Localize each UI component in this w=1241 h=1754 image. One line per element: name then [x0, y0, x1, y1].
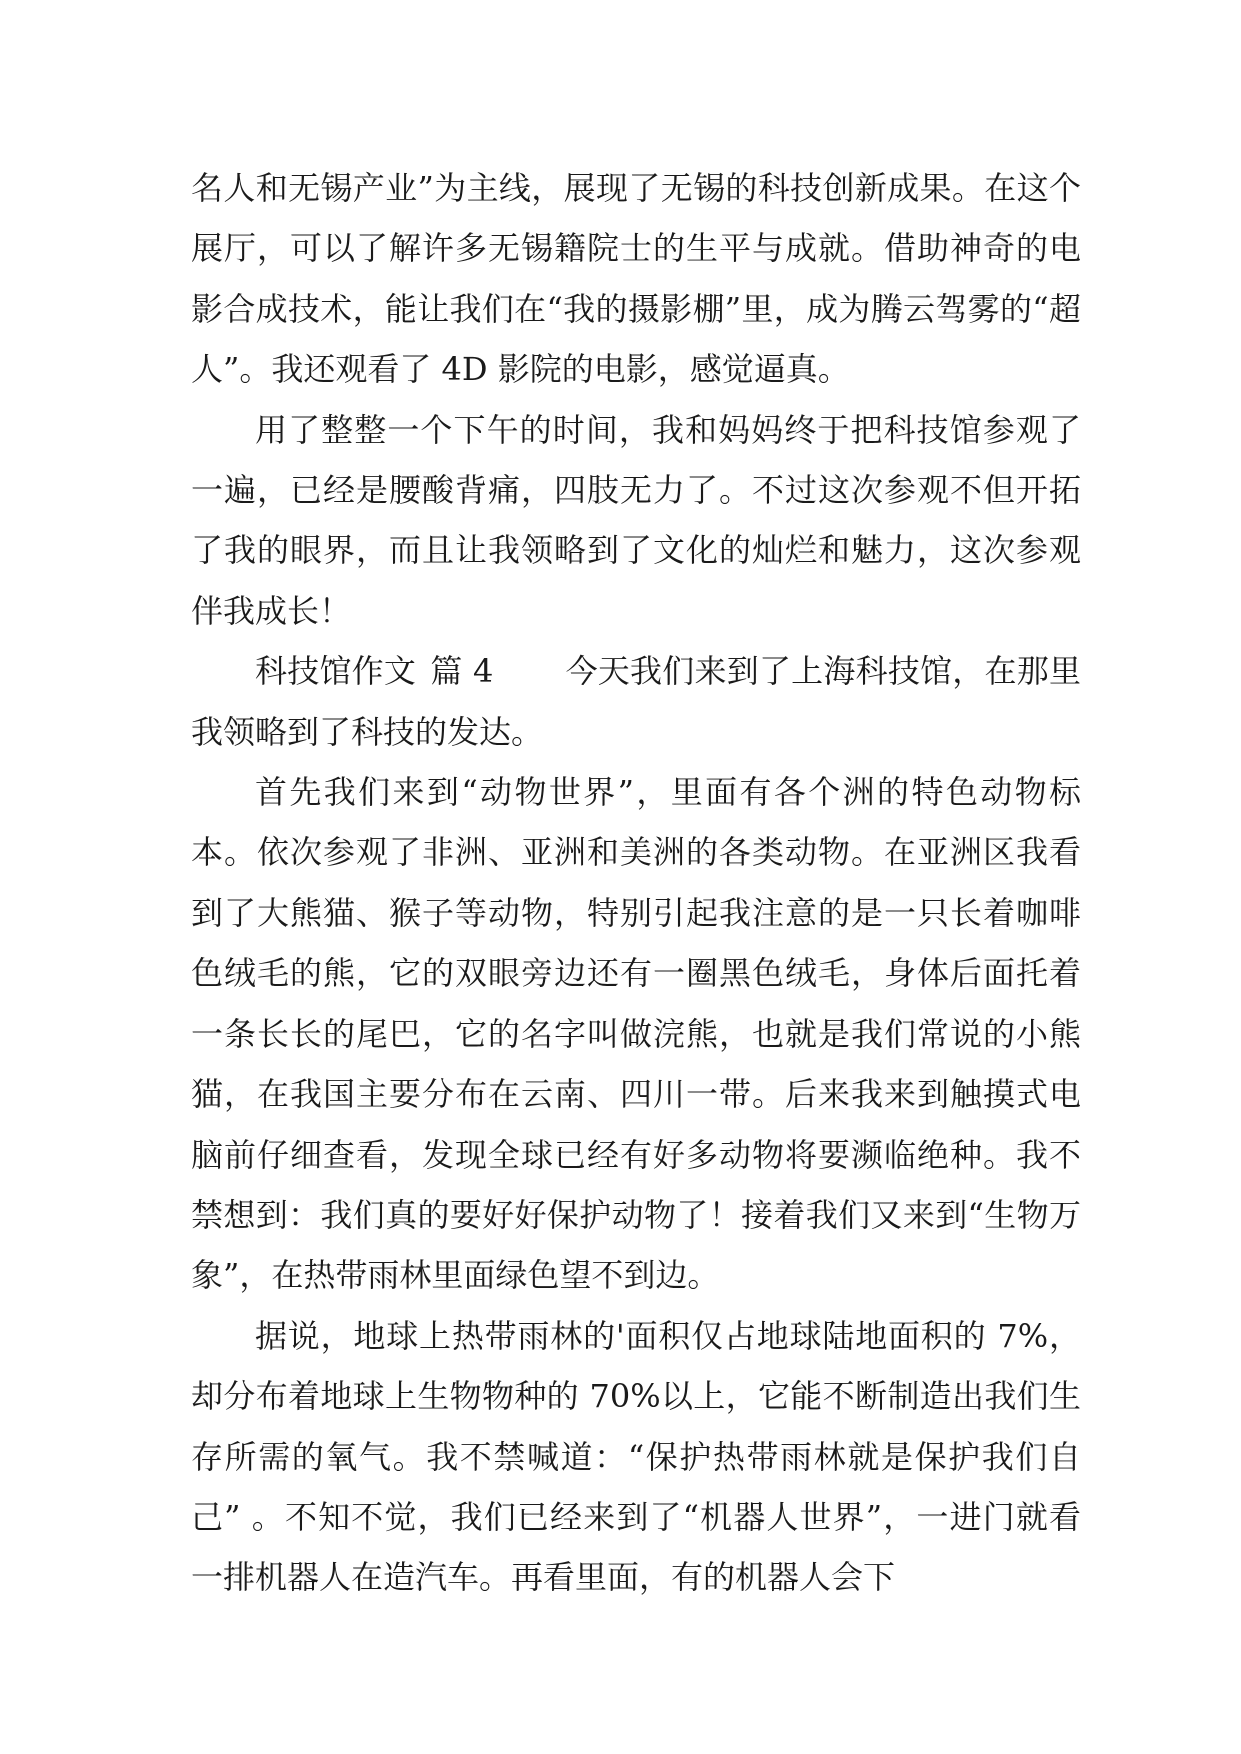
essay-body	[191, 158, 1081, 1608]
paragraph-2: 用了整整一个下午的时间，我和妈妈终于把科技馆参观了一遍，已经是腰酸背痛，四肢无力了。不过这次参观不但开拓了我的眼界，而且让我领略到了文化的灿烂和魅力，这次参观伴我成长！	[191, 410, 1081, 630]
paragraph-5: 据说，地球上热带雨林的'面积仅占地球陆地面积的 7%，却分布着地球上生物物种的 70%以上，它能不断制造出我们生存所需的氧气。我不禁喊道：“保护热带雨林就是保护我们自己” 。不知不觉，我们已经来到了“机器人世界”，一进门就看一排机器人在造汽车。再看里面，有的机器人会下	[191, 1316, 1081, 1597]
paragraph-3-text: 今天我们来到了上海科技馆，在那里我领略到了科技的发达。	[191, 652, 1081, 751]
paragraph-3	[191, 641, 1081, 762]
essay-heading: 科技馆作文	[255, 652, 417, 691]
paragraph-4: 首先我们来到“动物世界”，里面有各个洲的特色动物标本。依次参观了非洲、亚洲和美洲的各类动物。在亚洲区我看到了大熊猫、猴子等动物，特别引起我注意的是一只长着咖啡色绒毛的熊，它的双眼旁边还有一圈黑色绒毛，身体后面托着一条长长的尾巴，它的名字叫做浣熊，也就是我们常说的小熊猫，在我国主要分布在云南、四川一带。后来我来到触摸式电脑前仔细查看，发现全球已经有好多动物将要濒临绝种。我不禁想到：我们真的要好好保护动物了！接着我们又来到“生物万象”，在热带雨林里面绿色望不到边。	[191, 773, 1081, 1295]
essay-section-number: 篇 4	[430, 652, 494, 691]
paragraph-1: 名人和无锡产业”为主线，展现了无锡的科技创新成果。在这个展厅，可以了解许多无锡籍院士的生平与成就。借助神奇的电影合成技术，能让我们在“我的摄影棚”里，成为腾云驾雾的“超人”。我还观看了 4D 影院的电影，感觉逼真。	[191, 169, 1081, 389]
